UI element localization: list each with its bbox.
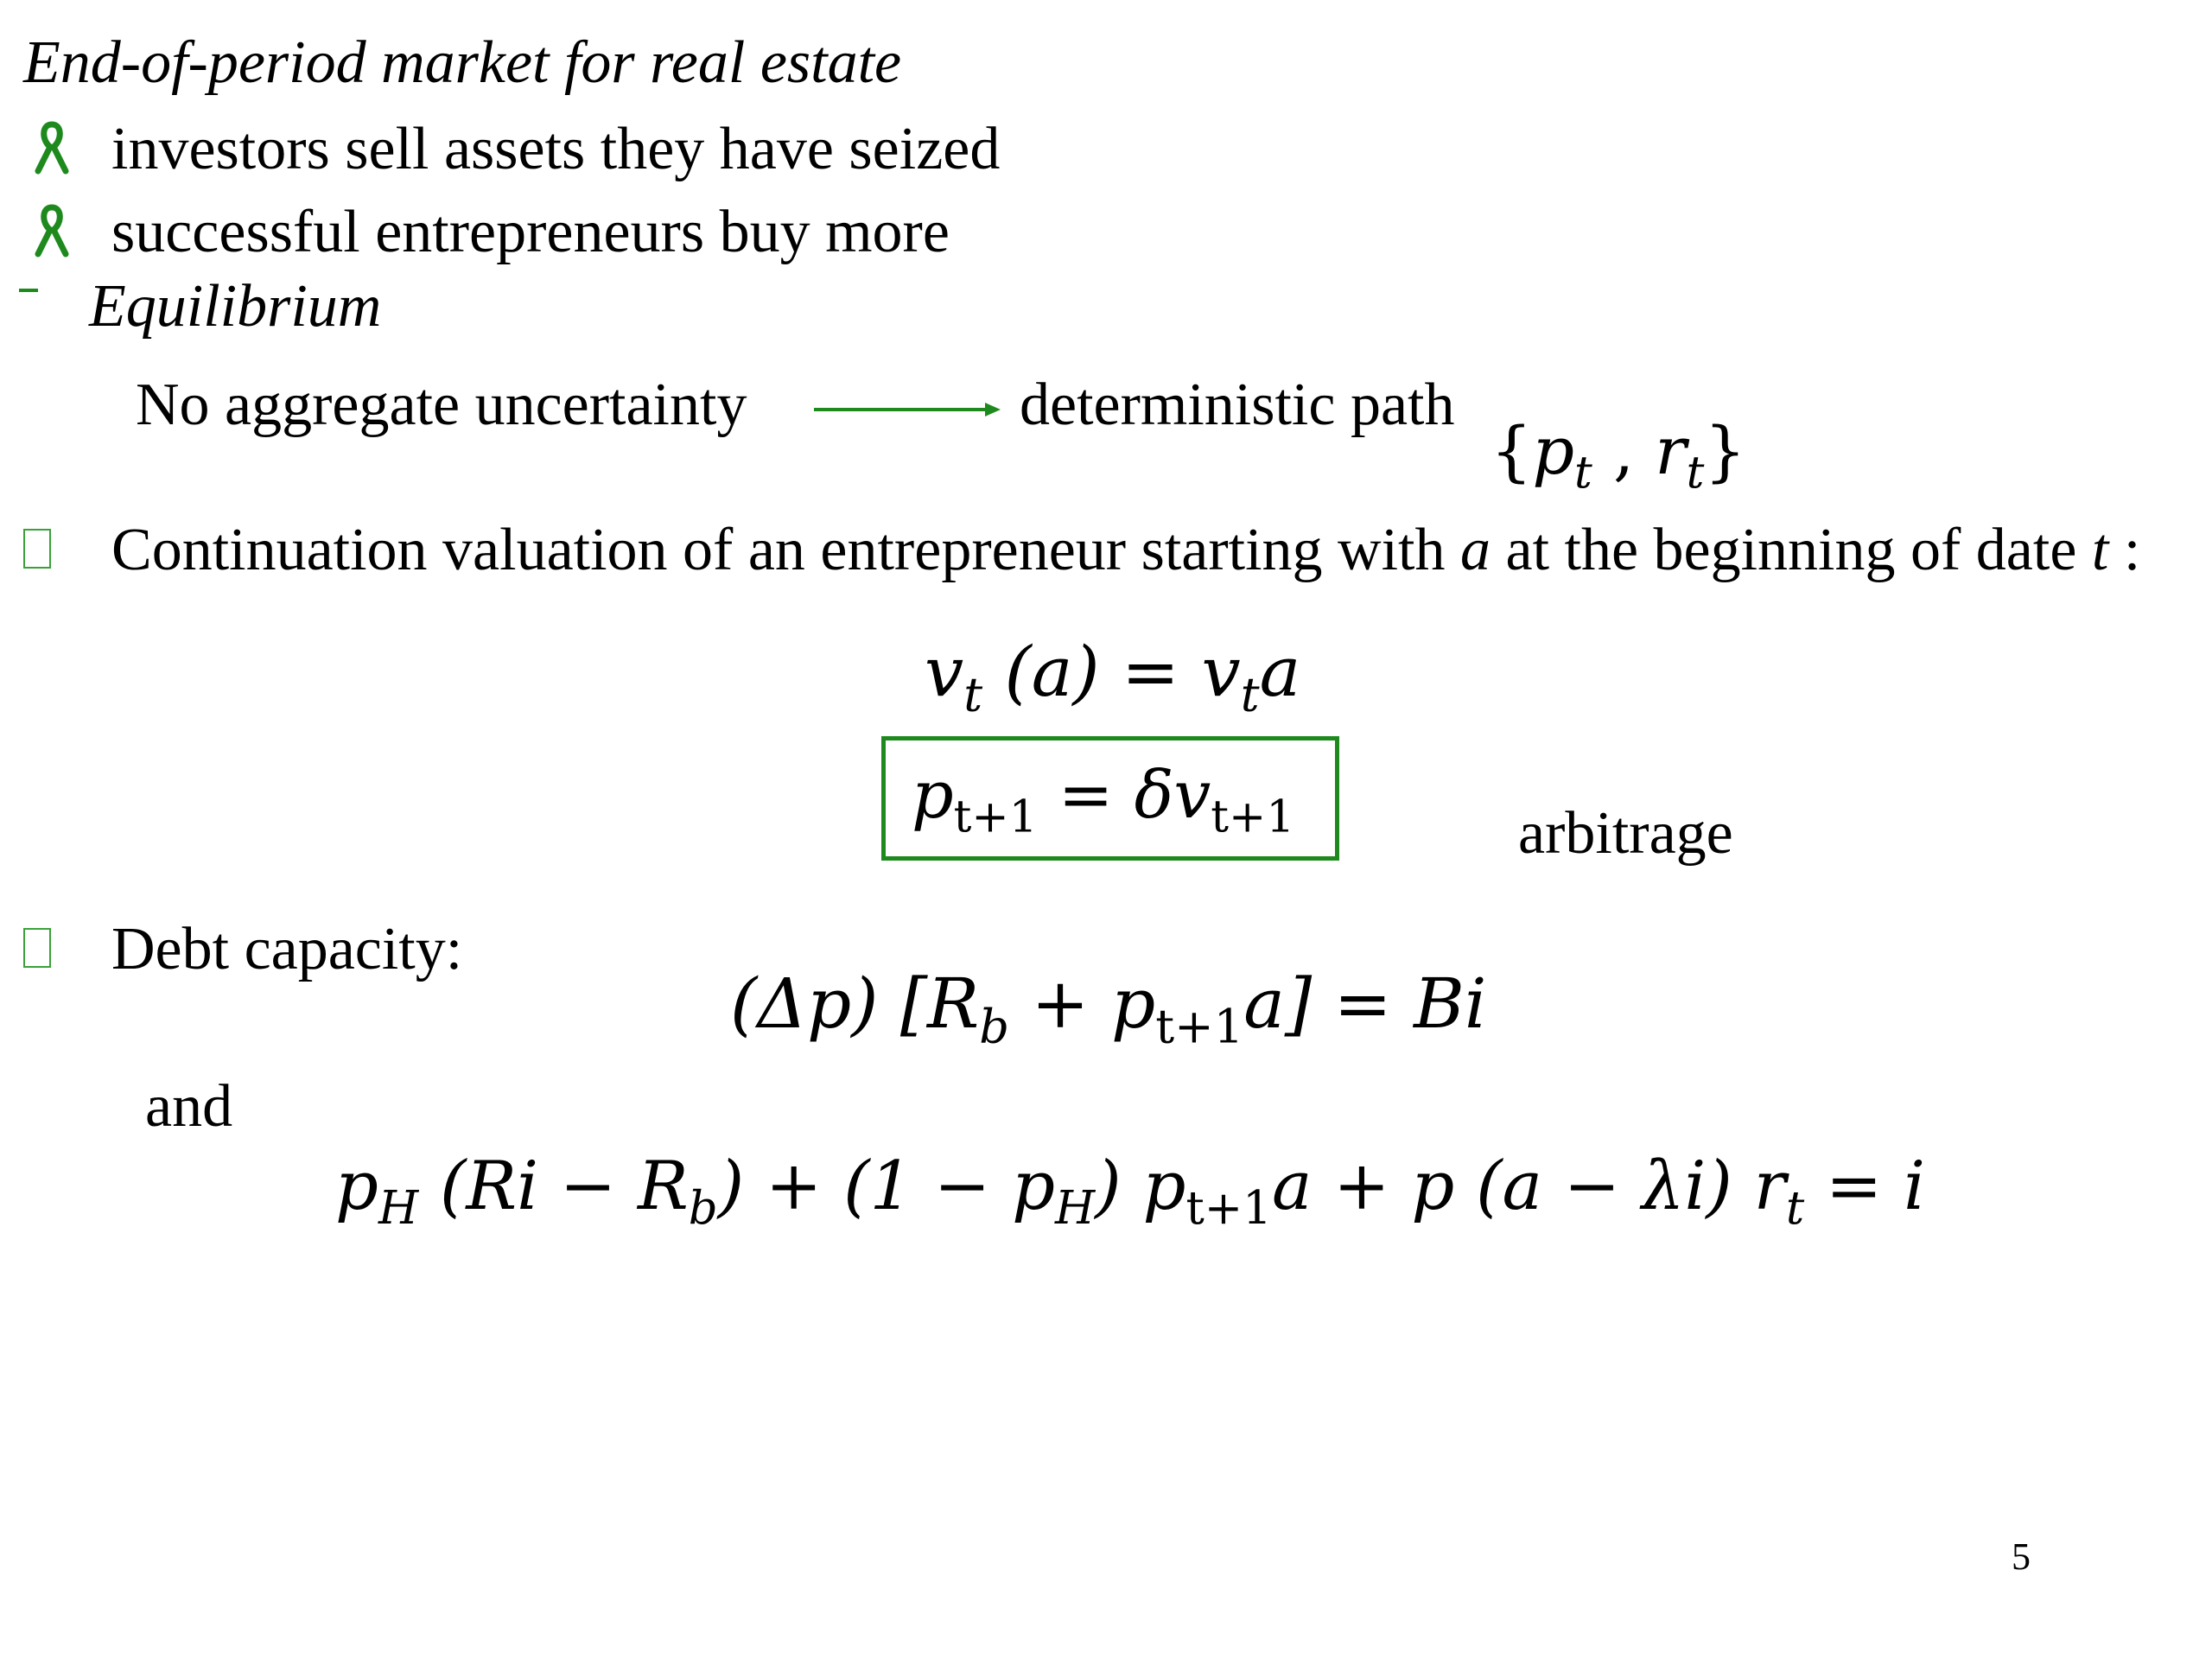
value-equation: $v_t$ $(a) = v_ta$ [925,632,1301,722]
bullet-investors: investors sell assets they have seized [111,116,1001,182]
missing-glyph-bullet-icon [23,529,51,569]
uncertainty-text: No aggregate uncertainty [136,372,747,438]
debt-equation: (Δp) $[R_b + p_{t+1}a] = Bi$ [730,963,1487,1054]
debt-capacity-label: Debt capacity: [111,916,463,982]
continuation-text: Continuation valuation of an entrepreneur starting with a at the beginning of date t : [111,517,2141,583]
arbitrage-label: arbitrage [1518,800,1733,867]
incentive-equation: $p_H$ $(Ri - R_b) + (1 - p_H)$ $p_{t+1}a + p$ (a − λi) $r_t = i$ [335,1147,1926,1235]
ribbon-icon [33,204,71,257]
and-label: and [145,1073,233,1140]
slide-heading: End-of-period market for real estate [23,29,902,96]
missing-glyph-bullet-icon [23,928,51,968]
ribbon-icon [33,121,71,175]
bullet-entrepreneurs: successful entrepreneurs buy more [111,199,950,265]
path-set-formula: {$p_t$ , $r_t$} [1491,412,1746,499]
right-arrow-icon [812,399,1002,420]
dash-icon [19,289,38,292]
page-number: 5 [2012,1535,2031,1578]
arbitrage-equation: $p_{t+1} = \delta v_{t+1}$ [912,756,1295,843]
path-text: deterministic path [1020,372,1455,438]
equilibrium-label: Equilibrium [89,273,382,340]
